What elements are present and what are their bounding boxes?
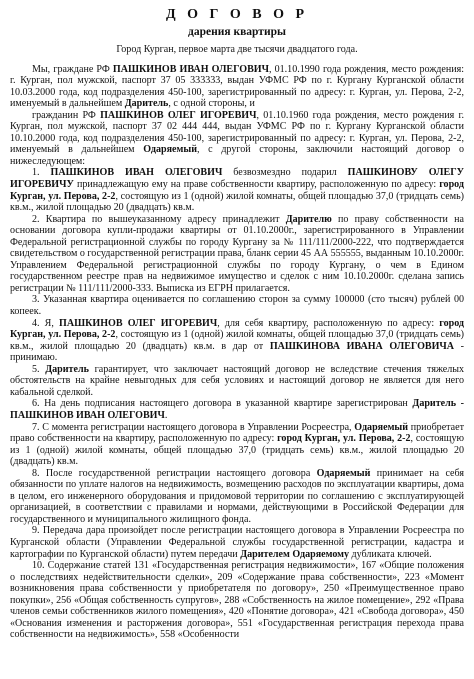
text: приобретает право собственности на квартиру, расположенную по адресу:	[10, 421, 464, 445]
text: 2. Квартира по вышеуказанному адресу принадлежит	[32, 213, 286, 225]
bold-text: ПАШКИНОВА ИВАНА ОЛЕГОВИЧА	[269, 340, 455, 352]
text: , с одной стороны, и	[168, 98, 255, 110]
text: , для себя квартиру, расположенную по адресу:	[217, 317, 440, 329]
text: 10. Содержание статей 131 «Государственная регистрация недвижимости», 167 «Общие положения о последствиях недействительности сделки», 209 «Содержание права собственности», 223 «Момент возникновения права собственности у приобретателя по договору», 250 «Преимущественное право покупки», 256 «Общая собственность супругов», 288 «Собственность на жилое помещение», 292 «Права членов семьи собственников жилого помещения», 420 «Понятие договора», 421 «Свобода договора», 450 «Основания изменения и расторжения договора», 551 «Государственная регистрация перехода права собственности на недвижимость», 558 «Особенности	[10, 560, 464, 641]
text: 5.	[32, 363, 46, 375]
text: 8. После государственной регистрации настоящего договора	[32, 467, 317, 479]
text: 6. На день подписания настоящего договора в указанной квартире зарегистрирован	[32, 398, 413, 410]
paragraph	[10, 468, 464, 526]
bold-text: Даритель	[124, 98, 169, 110]
paragraph	[10, 422, 464, 468]
bold-text: город Курган, ул. Перова, 2-2	[10, 179, 464, 202]
bold-text: ПАШКИНОВ ОЛЕГ ИГОРЕВИЧ	[59, 317, 218, 329]
bold-text: Одаряемый	[354, 421, 409, 433]
bold-text: Дарителем Одаряемому	[240, 548, 350, 560]
text: Мы, граждане РФ	[32, 63, 113, 75]
text: 9. Передача дара произойдет после регистрации настоящего договора в Управлении Росреестра по Курганской области (Управлении Федеральной службы государственной регистрации, кадастра и картографии по Курганской области) путем передачи	[10, 525, 464, 560]
bold-text: Даритель - ПАШКИНОВ ИВАН ОЛЕГОВИЧ	[10, 398, 465, 421]
text: принадлежащую ему на праве собственности квартиру, расположенную по адресу:	[73, 179, 440, 191]
paragraph	[10, 398, 464, 421]
bold-text: Дарителю	[285, 213, 332, 225]
text: по праву собственности на основании договора купли-продажи квартиры от 01.10.2000г., зарегистрированного в Управлении Федеральной регистрационной службы по городу Кургану за № 111/111/2000-222, что подтверждается свидетельством о государственной регистрации права, бланк серии 45 АА 555555, выданным 10.10.2000г. Управлением Федеральной регистрационной службы по городу Кургану, о чем в Едином государственном реестре прав на недвижимое имущество и сделок с ним 10.10.2000г. сделана запись регистрации № 111/111/2000-333. Выписка из ЕГРН прилагается.	[10, 213, 464, 294]
bold-text: город Курган, ул. Перова, 2-2	[10, 317, 465, 341]
text: 4. Я,	[32, 317, 60, 329]
bold-text: ПАШКИНОВ ОЛЕГ ИГОРЕВИЧ	[100, 109, 257, 121]
paragraph	[10, 214, 464, 295]
text: принимает на себя обязанности по уплате налогов на недвижимость, возмещению расходов по эксплуатации квартиры, дома в целом, его инженерного оборудования и придомовой территории по соглашению с эксплуатирующей организацией, в соответствии с правилами и нормами, действующими в Российской Федерации для государственного и муниципального жилищного фонда.	[10, 467, 465, 525]
text: , состоящую из 1 (одной) жилой комнаты, общей площадью 37,0 (тридцать семь) кв.м., жилой площадью 20 (двадцать) кв.м.	[10, 433, 464, 468]
text: 7. С момента регистрации настоящего договора в Управлении Росреестра,	[32, 421, 355, 433]
paragraph	[10, 294, 464, 317]
text: - принимаю.	[10, 340, 464, 364]
text: безвозмездно подарил	[222, 167, 348, 179]
text: гражданин РФ	[32, 109, 101, 121]
bold-text: Одаряемый	[143, 144, 197, 156]
text: , с другой стороны, заключили настоящий договор о нижеследующем:	[10, 144, 464, 167]
document-subtitle: дарения квартиры	[188, 26, 286, 38]
paragraph	[10, 167, 464, 213]
text: 3. Указанная квартира оценивается по соглашению сторон за сумму 100000 (сто тысяч) рублей 00 копеек.	[10, 294, 464, 318]
paragraph	[10, 318, 464, 364]
bold-text: город Курган, ул. Перова, 2-2	[277, 433, 411, 445]
paragraph	[10, 64, 464, 110]
bold-text: ПАШКИНОВ ИВАН ОЛЕГОВИЧ	[112, 63, 269, 75]
text: 1.	[32, 167, 51, 179]
bold-text: ПАШКИНОВУ ОЛЕГУ ИГОРЕВИЧУ	[10, 167, 464, 191]
paragraph	[10, 525, 464, 560]
text: .	[164, 409, 168, 421]
text: , состоящую из 1 (одной) жилой комнаты, общей площадью 37,0 (тридцать семь) кв.м., жилой площадью 20 (двадцать) кв.м.	[10, 190, 465, 214]
paragraph	[10, 364, 464, 399]
bold-text: Даритель	[45, 363, 89, 375]
paragraph	[10, 110, 464, 168]
text: , 01.10.1960 года рождения, место рождения г. Курган, пол мужской, паспорт 37 02 444 444, выдан УФМС РФ по г. Кургану Курганской области 10.10.2000 года, код подразделения 450-100, зарегистрированный по адресу: г. Курган, ул. Перова, 2-2, именуемый в дальнейшем	[10, 109, 464, 156]
text: гарантирует, что заключает настоящий договор не вследствие стечения тяжелых обстоятельств на крайне невыгодных для себя условиях и настоящий договор не является для него кабальной сделкой.	[10, 363, 464, 398]
bold-text: Одаряемый	[316, 467, 371, 479]
document-body	[10, 64, 464, 641]
paragraph	[10, 560, 464, 641]
text: дубликата ключей.	[349, 548, 432, 560]
text: , состоящую из 1 (одной) жилой комнаты, общей площадью 37,0 (тридцать семь) кв.м., жилой площадью 20 (двадцать) кв.м. в дар от	[10, 329, 465, 352]
text: , 01.10.1990 года рождения, место рождения: г. Курган, пол мужской, паспорт 37 05 333333, выдан УФМС РФ по г. Кургану Курганской области 10.03.2000 года, код подразделения 450-100, зарегистрированный по адресу: г. Курган, ул. Перова, 2-2, именуемый в дальнейшем	[10, 63, 464, 110]
city-date-line: Город Курган, первое марта две тысячи двадцатого года.	[116, 44, 358, 55]
document-title: Д О Г О В О Р	[165, 7, 309, 22]
bold-text: ПАШКИНОВ ИВАН ОЛЕГОВИЧ	[50, 167, 223, 179]
